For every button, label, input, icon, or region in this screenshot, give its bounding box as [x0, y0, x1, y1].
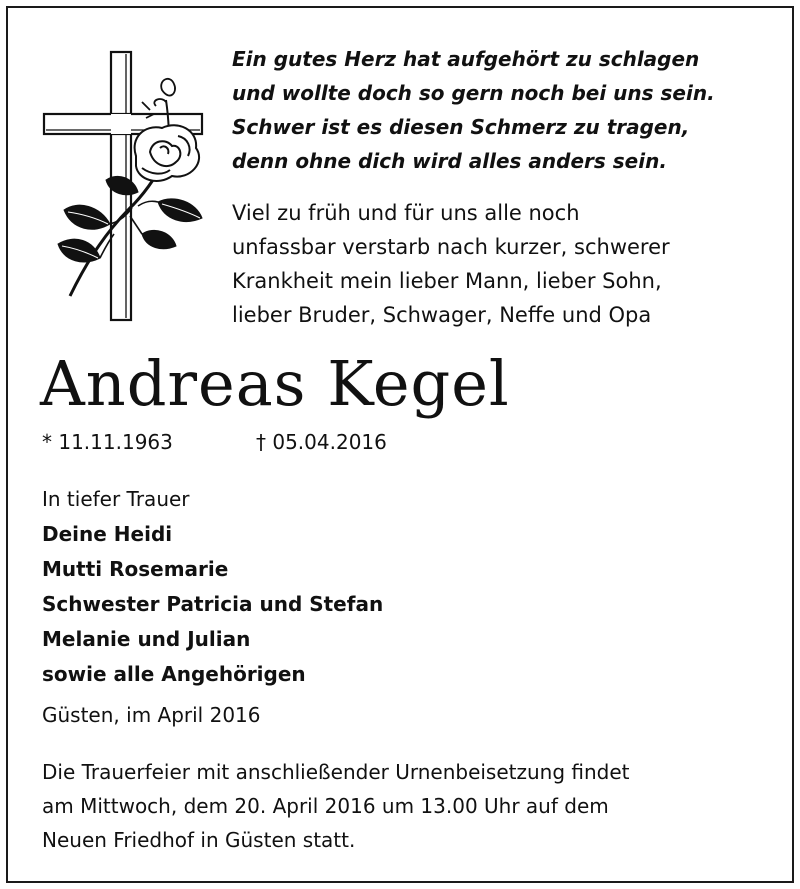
intro-line: lieber Bruder, Schwager, Neffe und Opa [232, 303, 652, 327]
poem-line: Ein gutes Herz hat aufgehört zu schlagen [232, 47, 700, 71]
mourner-name: Mutti Rosemarie [42, 557, 229, 581]
cross-with-rose-icon [38, 44, 213, 324]
poem [232, 42, 715, 178]
mourner-name: Melanie und Julian [42, 627, 251, 651]
intro-text [232, 196, 670, 332]
poem-line: und wollte doch so gern noch bei uns sein. [232, 81, 715, 105]
funeral-notice [42, 755, 630, 857]
intro-line: unfassbar verstarb nach kurzer, schwerer [232, 235, 670, 259]
mourners-heading: In tiefer Trauer [42, 487, 190, 511]
poem-line: denn ohne dich wird alles anders sein. [232, 149, 667, 173]
death-date: † 05.04.2016 [256, 430, 387, 454]
intro-line: Viel zu früh und für uns alle noch [232, 201, 580, 225]
notice-line: Neuen Friedhof in Güsten statt. [42, 828, 356, 852]
mourner-name: Deine Heidi [42, 522, 173, 546]
life-dates [42, 428, 387, 456]
birth-date: * 11.11.1963 [42, 430, 173, 454]
mourner-name: sowie alle Angehörigen [42, 662, 306, 686]
deceased-name: Andreas Kegel [40, 347, 510, 420]
notice-line: am Mittwoch, dem 20. April 2016 um 13.00 Uhr auf dem [42, 794, 609, 818]
notice-line: Die Trauerfeier mit anschließender Urnenbeisetzung findet [42, 760, 630, 784]
poem-line: Schwer ist es diesen Schmerz zu tragen, [232, 115, 690, 139]
mourners-list [42, 482, 383, 692]
mourner-name: Schwester Patricia und Stefan [42, 592, 384, 616]
place-date: Güsten, im April 2016 [42, 703, 261, 727]
intro-line: Krankheit mein lieber Mann, lieber Sohn, [232, 269, 662, 293]
